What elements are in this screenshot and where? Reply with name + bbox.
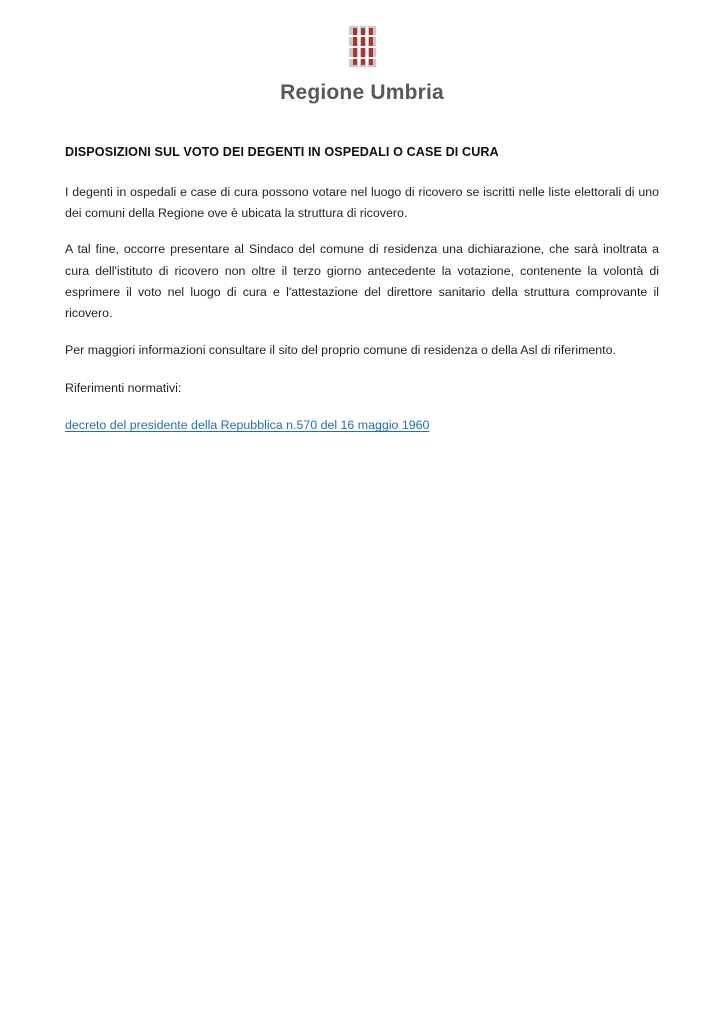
- emblem-stripe: [349, 35, 376, 37]
- page-title: DISPOSIZIONI SUL VOTO DEI DEGENTI IN OSPEDALI O CASE DI CURA: [65, 145, 499, 159]
- body-paragraph-1: I degenti in ospedali e case di cura possono votare nel luogo di ricovero se iscritti nelle liste elettorali di uno dei comuni della Regione ove è ubicata la struttura di ricovero.: [65, 184, 659, 221]
- document-body: [65, 145, 659, 437]
- references-label: Riferimenti normativi:: [65, 381, 182, 396]
- logo-wordmark: Regione Umbria: [280, 81, 444, 104]
- emblem-stripe: [349, 46, 376, 48]
- body-paragraph-2: A tal fine, occorre presentare al Sindaco del comune di residenza una dichiarazione, che sarà inoltrata a cura dell'istituto di ricovero non oltre il terzo giorno antecedente la votazione, contenente la volontà di esprimere il voto nel luogo di cura e l'attestazione del direttore sanitario della struttura comprovante il ricovero.: [65, 242, 659, 321]
- regione-umbria-emblem-icon: [349, 26, 376, 67]
- emblem-stripe: [349, 57, 376, 59]
- document-header: [0, 0, 724, 105]
- body-paragraph-3: Per maggiori informazioni consultare il sito del proprio comune di residenza o della Asl di riferimento.: [65, 342, 616, 357]
- reference-link[interactable]: decreto del presidente della Repubblica n.570 del 16 maggio 1960: [65, 418, 430, 433]
